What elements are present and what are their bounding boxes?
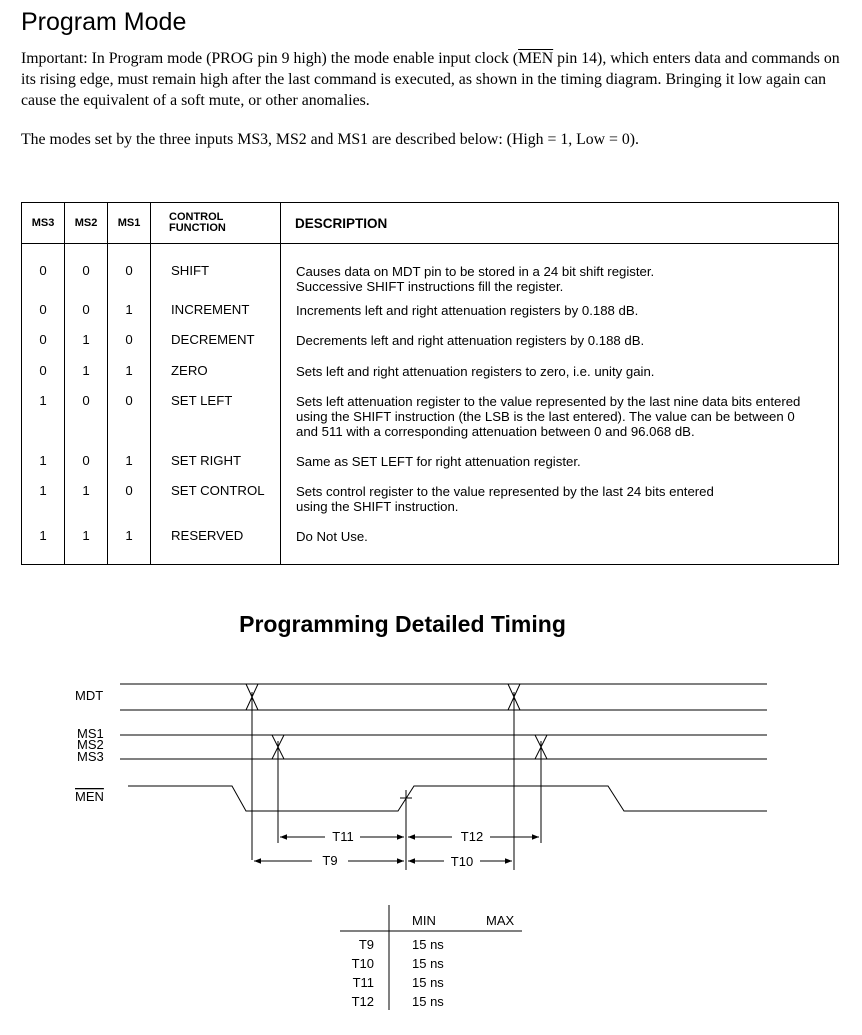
table-row: [22, 523, 839, 565]
header-control-function: [151, 203, 281, 244]
cell-ms3: 0: [22, 296, 65, 326]
signal-label-ms3: MS3: [77, 749, 104, 764]
desc-line: Sets control register to the value represented by the last 24 bits entered: [296, 483, 714, 499]
table-row: [22, 296, 839, 326]
table-row: [22, 326, 839, 357]
cell-ms2: 0: [65, 244, 108, 296]
timing-spec-table: [0, 905, 862, 1035]
table-row: [22, 357, 839, 387]
signal-label-mdt: MDT: [75, 688, 104, 703]
spec-param: T12: [351, 994, 374, 1009]
cell-ms1: 1: [108, 447, 151, 477]
cell-function: RESERVED: [151, 523, 281, 565]
cell-function: ZERO: [151, 357, 281, 387]
cell-description: Same as SET LEFT for right attenuation register.: [281, 447, 839, 477]
cell-ms3: 1: [22, 447, 65, 477]
cell-ms2: 1: [65, 326, 108, 357]
table-row: [22, 477, 839, 523]
cell-description: Sets left and right attenuation registers to zero, i.e. unity gain.: [281, 357, 839, 387]
mode-table: [21, 202, 839, 565]
cell-ms3: 1: [22, 477, 65, 523]
important-note: [21, 48, 841, 111]
timing-diagram: [0, 670, 862, 880]
desc-line: Causes data on MDT pin to be stored in a 24 bit shift register.: [296, 264, 655, 279]
cell-description: Do Not Use.: [281, 523, 839, 565]
spec-min: 15 ns: [412, 994, 444, 1009]
cell-ms2: 1: [65, 477, 108, 523]
cell-ms2: 0: [65, 387, 108, 447]
desc-line: Sets left attenuation register to the value represented by the last nine data bits entered: [296, 393, 801, 409]
modes-intro: The modes set by the three inputs MS3, MS2 and MS1 are described below: (High = 1, Low = 0).: [21, 131, 640, 148]
cell-function: DECREMENT: [151, 326, 281, 357]
cell-ms1: 0: [108, 326, 151, 357]
men-waveform: [128, 786, 767, 811]
important-text-2: pin 14), which enters data and commands on its rising edge, must remain high after the last command is executed, as shown in the timing diagram. Bringing it low again can cause the equivalent of a soft mute, or other anomalies.: [21, 50, 840, 109]
cell-ms3: 0: [22, 357, 65, 387]
cell-description: Decrements left and right attenuation registers by 0.188 dB.: [281, 326, 839, 357]
signal-label-ms1: MS1: [77, 726, 104, 741]
men-overline: $\overline{MEN}$: [518, 50, 554, 67]
cell-description: [281, 477, 839, 523]
cell-ms1: 1: [108, 523, 151, 565]
cell-description: [281, 244, 839, 296]
interval-label-t9: T9: [322, 853, 338, 868]
cell-function: SHIFT: [151, 244, 281, 296]
cell-ms2: 1: [65, 357, 108, 387]
interval-label-t10: T10: [450, 854, 474, 869]
header-control-line1: CONTROL: [169, 211, 224, 223]
cell-ms2: 0: [65, 447, 108, 477]
spec-min: 15 ns: [412, 937, 444, 952]
cell-ms2: 0: [65, 296, 108, 326]
interval-label-t11: T11: [332, 829, 354, 844]
signal-label-men: MEN: [75, 789, 104, 804]
cell-ms2: 1: [65, 523, 108, 565]
desc-line: using the SHIFT instruction (the LSB is the last entered). The value can be between 0: [296, 408, 795, 424]
spec-param: T9: [358, 937, 374, 952]
cell-ms1: 1: [108, 357, 151, 387]
header-ms3: MS3: [22, 203, 65, 244]
cell-description: Increments left and right attenuation registers by 0.188 dB.: [281, 296, 839, 326]
cell-ms1: 1: [108, 296, 151, 326]
important-text-1: Important: In Program mode (PROG pin 9 high) the mode enable input clock (: [21, 50, 519, 67]
spec-param: T11: [352, 975, 374, 990]
signal-label-ms2: MS2: [77, 737, 104, 752]
cell-ms1: 0: [108, 244, 151, 296]
table-row: [22, 244, 839, 296]
spec-header-max: MAX: [486, 913, 515, 928]
desc-line: Successive SHIFT instructions fill the register.: [296, 279, 564, 294]
cell-ms1: 0: [108, 387, 151, 447]
cell-function: SET CONTROL: [151, 477, 281, 523]
header-control-line2: FUNCTION: [169, 222, 226, 234]
desc-line: and 511 with a corresponding attenuation between 0 and 96.068 dB.: [296, 423, 695, 439]
table-row: [22, 447, 839, 477]
timing-title: Programming Detailed Timing: [239, 611, 566, 637]
header-ms2: MS2: [65, 203, 108, 244]
cell-description: [281, 387, 839, 447]
mode-table-header: [22, 203, 839, 244]
cell-ms3: 1: [22, 523, 65, 565]
spec-param: T10: [351, 956, 374, 971]
page-title: Program Mode: [21, 8, 187, 36]
spec-header-min: MIN: [412, 913, 436, 928]
cell-function: SET RIGHT: [151, 447, 281, 477]
cell-function: SET LEFT: [151, 387, 281, 447]
cell-ms3: 0: [22, 244, 65, 296]
cell-function: INCREMENT: [151, 296, 281, 326]
table-row: [22, 387, 839, 447]
interval-label-t12: T12: [460, 829, 484, 844]
cell-ms3: 0: [22, 326, 65, 357]
header-ms1: MS1: [108, 203, 151, 244]
spec-min: 15 ns: [412, 956, 444, 971]
spec-min: 15 ns: [412, 975, 444, 990]
cell-ms3: 1: [22, 387, 65, 447]
desc-line: using the SHIFT instruction.: [296, 498, 459, 514]
header-description: DESCRIPTION: [281, 203, 839, 244]
cell-ms1: 0: [108, 477, 151, 523]
